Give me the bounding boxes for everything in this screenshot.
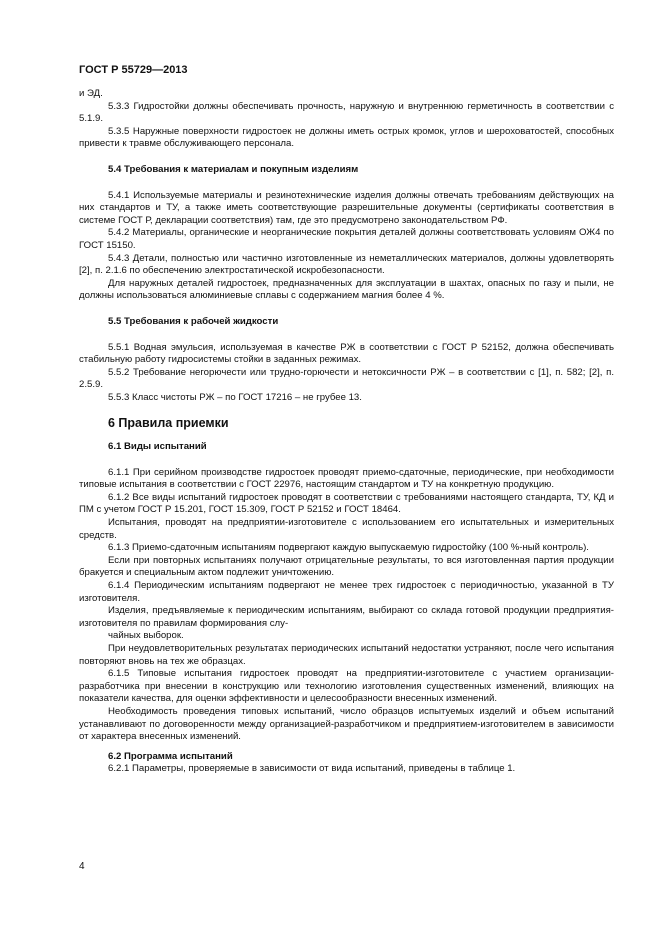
- paragraph: 6.1.1 При серийном производстве гидростоек проводят приемо-сдаточные, периодические, при необходимости типовые испытания в соответствии с ГОСТ 22976, настоящим стандартом и ТУ на конкретную продукцию.: [79, 466, 614, 491]
- paragraph: Если при повторных испытаниях получают отрицательные результаты, то вся изготовленная партия продукции бракуется и специальным актом подлежит уничтожению.: [79, 554, 614, 579]
- document-body: [79, 88, 614, 776]
- paragraph: 6.1.5 Типовые испытания гидростоек проводят на предприятии-изготовителе с участием организации-разработчика при внесении в конструкцию или технологию изготовления существенных изменений, влияющих на показатели качества, для оценки эффективности и целесообразности внесенных изменений.: [79, 668, 614, 705]
- paragraph: 6.2.1 Параметры, проверяемые в зависимости от вида испытаний, приведены в таблице 1.: [108, 763, 516, 775]
- section-heading: 6.1 Виды испытаний: [108, 441, 207, 453]
- section-heading: 6.2 Программа испытаний: [108, 750, 233, 762]
- paragraph: Необходимость проведения типовых испытаний, число образцов испытуемых изделий и объем испытаний устанавливают по договоренности между организацией-разработчиком и предприятием-изготовителем в зависимости от характера внесенных изменений.: [79, 705, 614, 743]
- paragraph: 5.4.1 Используемые материалы и резинотехнические изделия должны отвечать требованиям действующих на них стандартов и ТУ, а также иметь соответствующие разрешительные документы (сертификаты соответствия в системе ГОСТ Р, декларации соответствия) там, где это предусмотрено законодательством РФ.: [79, 189, 614, 226]
- paragraph: Изделия, предъявляемые к периодическим испытаниям, выбирают со склада готовой продукции предприятия-изготовителя по правилам формирования слу-: [79, 605, 614, 629]
- paragraph: 5.3.5 Наружные поверхности гидростоек не должны иметь острых кромок, углов и шероховатостей, способных привести к травме обслуживающего персонала.: [79, 125, 614, 150]
- paragraph: 5.5.2 Требование негорючести или трудно-горючести и нетоксичности РЖ – в соответствии с [1], п. 582; [2], п. 2.5.9.: [79, 366, 614, 391]
- paragraph: При неудовлетворительных результатах периодических испытаний недостатки устраняют, после чего испытания повторяют вновь на тех же образцах.: [79, 642, 614, 667]
- paragraph: 6.1.3 Приемо-сдаточным испытаниям подвергают каждую выпускаемую гидростойку (100 %-ный контроль).: [108, 542, 589, 554]
- paragraph: 6.1.2 Все виды испытаний гидростоек проводят в соответствии с требованиями настоящего стандарта, ТУ, КД и ПМ с учетом ГОСТ Р 15.201, ГОСТ 15.309, ГОСТ Р 52152 и ГОСТ 18464.: [79, 491, 614, 516]
- paragraph: Для наружных деталей гидростоек, предназначенных для эксплуатации в шахтах, опасных по газу и пыли, не должны использоваться алюминиевые сплавы с содержанием магния более 4 %.: [79, 277, 614, 302]
- paragraph: 5.4.3 Детали, полностью или частично изготовленные из неметаллических материалов, должны удовлетворять [2], п. 2.1.6 по обеспечению электростатической искробезопасности.: [79, 252, 614, 277]
- paragraph: 5.4.2 Материалы, органические и неорганические покрытия деталей должны соответствовать условиям ОЖ4 по ГОСТ 15150.: [79, 227, 614, 251]
- paragraph: Испытания, проводят на предприятии-изготовителе с использованием его испытательных и измерительных средств.: [79, 517, 614, 541]
- section-heading: 5.5 Требования к рабочей жидкости: [108, 315, 279, 327]
- paragraph: чайных выборок.: [108, 630, 184, 642]
- standard-header: ГОСТ Р 55729—2013: [79, 64, 188, 76]
- paragraph: и ЭД.: [79, 88, 103, 99]
- paragraph: 5.5.1 Водная эмульсия, используемая в качестве РЖ в соответствии с ГОСТ Р 52152, должна обеспечивать стабильную работу гидросистемы стойки в заданных режимах.: [79, 341, 614, 366]
- section-heading: 5.4 Требования к материалам и покупным изделиям: [108, 163, 359, 175]
- paragraph: 5.3.3 Гидростойки должны обеспечивать прочность, наружную и внутреннюю герметичность в соответствии с 5.1.9.: [79, 100, 614, 125]
- page-number: 4: [79, 861, 85, 872]
- paragraph: 5.5.3 Класс чистоты РЖ – по ГОСТ 17216 – не грубее 13.: [108, 391, 362, 403]
- paragraph: 6.1.4 Периодическим испытаниям подвергают не менее трех гидростоек с периодичностью, указанной в ТУ изготовителя.: [79, 580, 614, 604]
- chapter-heading: 6 Правила приемки: [108, 416, 229, 431]
